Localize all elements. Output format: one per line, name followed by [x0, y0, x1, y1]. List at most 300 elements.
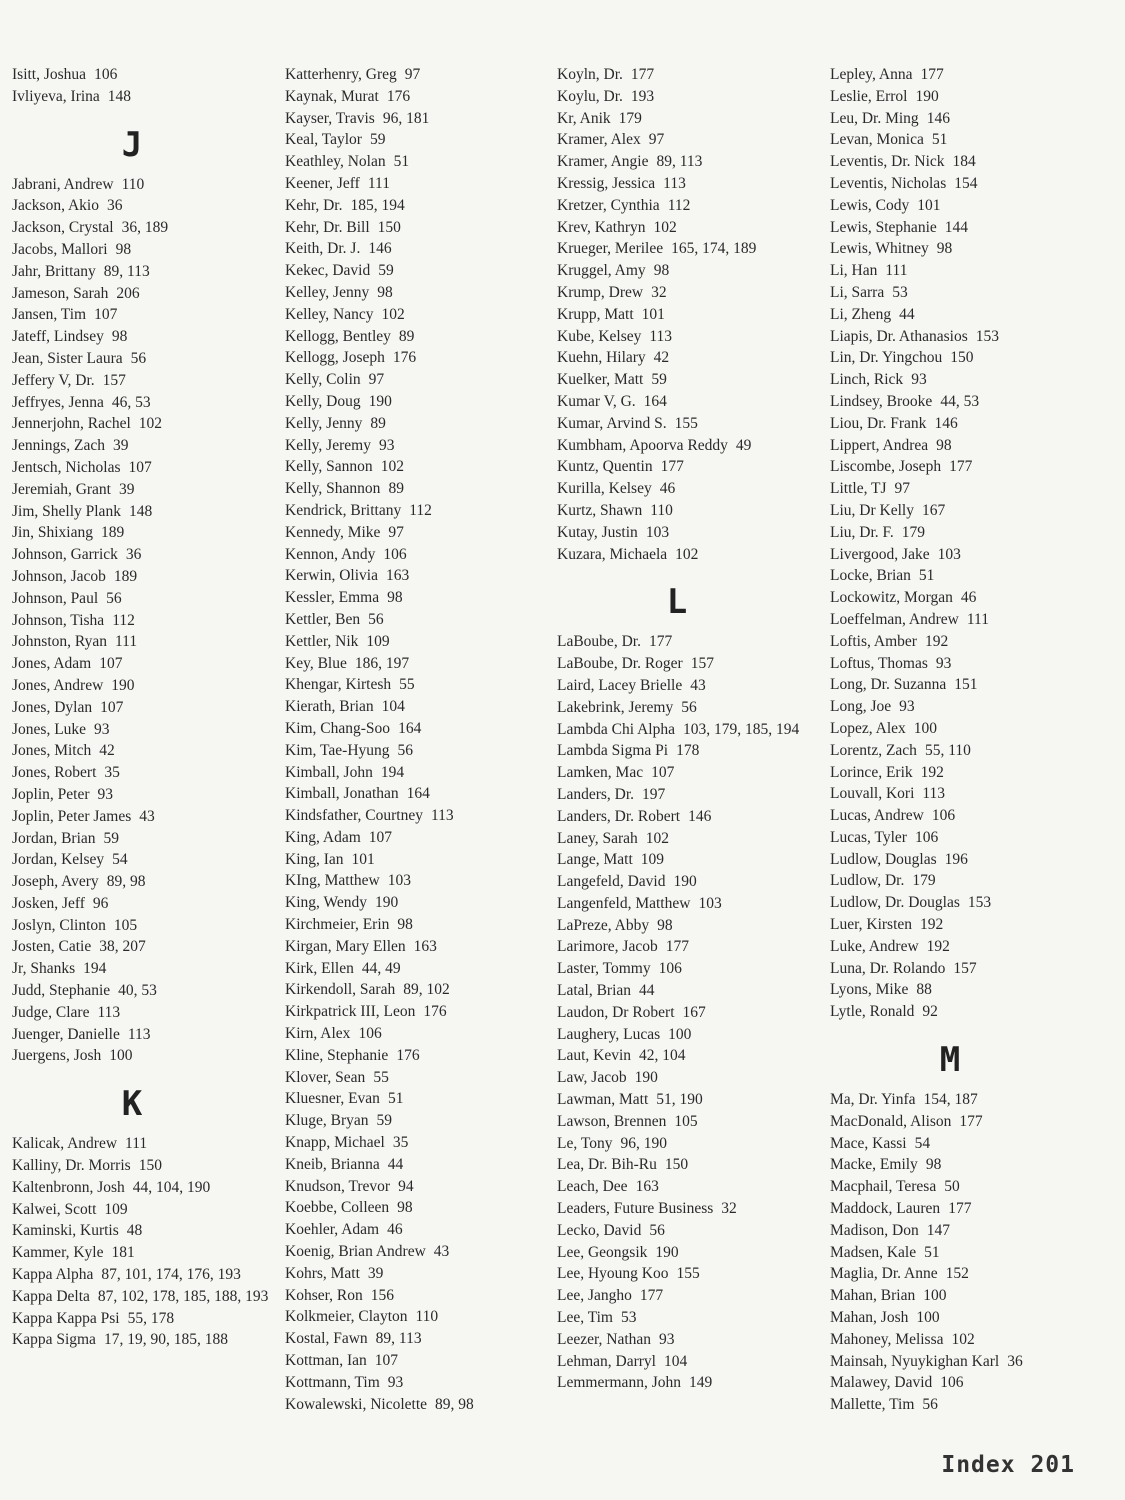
- entry-name: Koebbe, Colleen: [285, 1199, 390, 1217]
- entry-name: Liapis, Dr. Athanasios: [830, 327, 968, 345]
- entry-pages: 150: [138, 1157, 162, 1175]
- entry-name: Kelly, Sannon: [285, 458, 373, 476]
- index-entry: [12, 588, 274, 610]
- footer-section-label: Index: [941, 1452, 1016, 1478]
- index-entry: [830, 827, 1092, 849]
- entry-pages: 89, 113: [375, 1330, 422, 1348]
- section-letter-k: K: [121, 1084, 143, 1125]
- entry-pages: 106: [940, 1374, 964, 1392]
- entry-pages: 44: [639, 982, 655, 1000]
- entry-name: Jateff, Lindsey: [12, 328, 104, 346]
- entry-pages: 196: [944, 850, 968, 868]
- index-entry: [285, 391, 547, 413]
- entry-pages: 51: [931, 131, 948, 149]
- index-entry: [12, 915, 274, 937]
- index-entry: [285, 151, 547, 173]
- entry-pages: 177: [639, 1287, 664, 1305]
- entry-name: Kappa Alpha: [12, 1266, 94, 1284]
- entry-pages: 109: [104, 1200, 128, 1218]
- entry-pages: 96, 190: [620, 1134, 667, 1152]
- index-entry: [12, 64, 274, 86]
- index-entry: [12, 283, 274, 305]
- index-entry: [285, 653, 547, 675]
- entry-pages: 98: [925, 1156, 942, 1174]
- index-entry: [557, 217, 819, 239]
- entry-name: Lopez, Alex: [830, 719, 906, 737]
- index-entry: [285, 1285, 547, 1307]
- index-entry: [557, 1111, 819, 1133]
- index-entry: [557, 129, 819, 151]
- entry-pages: 56: [397, 741, 414, 759]
- index-entry: [830, 1307, 1092, 1329]
- entry-name: Kimball, John: [285, 763, 373, 781]
- index-entry: [12, 566, 274, 588]
- index-entry: [557, 631, 819, 653]
- entry-pages: 146: [688, 807, 712, 825]
- index-entry: [557, 391, 819, 413]
- entry-name: Liu, Dr. F.: [830, 523, 894, 541]
- entry-pages: 153: [975, 327, 1000, 345]
- entry-pages: 163: [413, 937, 437, 955]
- entry-pages: 157: [102, 371, 126, 389]
- entry-name: Kim, Chang-Soo: [285, 719, 391, 737]
- index-entry: [830, 173, 1092, 195]
- entry-name: Kuelker, Matt: [557, 371, 644, 389]
- index-entry: [830, 979, 1092, 1001]
- index-entry: [557, 544, 819, 566]
- entry-pages: 112: [409, 501, 432, 519]
- entry-pages: 103: [387, 872, 411, 890]
- entry-name: Le, Tony: [557, 1134, 613, 1152]
- entry-pages: 93: [94, 720, 110, 738]
- entry-name: Kretzer, Cynthia: [557, 196, 660, 214]
- index-entry: [285, 1219, 547, 1241]
- index-entry: [12, 239, 274, 261]
- entry-pages: 197: [642, 785, 666, 803]
- index-entry: [557, 1307, 819, 1329]
- entry-pages: 105: [674, 1112, 698, 1130]
- entry-pages: 107: [94, 306, 118, 324]
- entry-pages: 59: [651, 371, 667, 389]
- entry-name: Kennon, Andy: [285, 545, 376, 563]
- index-entry: [285, 282, 547, 304]
- index-entry: [285, 1067, 547, 1089]
- entry-pages: 106: [931, 807, 956, 825]
- entry-pages: 46: [659, 480, 676, 498]
- entry-name: Kramer, Angie: [557, 153, 649, 171]
- index-entry: [557, 1263, 819, 1285]
- entry-pages: 189: [113, 567, 138, 585]
- entry-pages: 150: [664, 1156, 689, 1174]
- entry-name: Jones, Luke: [12, 720, 87, 738]
- entry-pages: 39: [112, 437, 129, 455]
- entry-name: Kowalewski, Nicolette: [285, 1395, 428, 1413]
- entry-name: Kelly, Colin: [285, 371, 361, 389]
- entry-pages: 186, 197: [354, 654, 410, 672]
- entry-name: Kohser, Ron: [285, 1286, 363, 1304]
- entry-name: Jackson, Akio: [12, 197, 99, 215]
- entry-pages: 177: [920, 66, 944, 83]
- index-entry: [12, 1002, 274, 1024]
- entry-pages: 98: [657, 916, 673, 934]
- index-entry: [285, 326, 547, 348]
- entry-name: Kellogg, Joseph: [285, 349, 385, 367]
- index-entry: [557, 478, 819, 500]
- entry-pages: 55: [399, 676, 415, 694]
- entry-pages: 56: [106, 589, 122, 607]
- entry-name: Kressig, Jessica: [557, 174, 656, 192]
- index-entry: [12, 1264, 274, 1286]
- entry-pages: 38, 207: [99, 938, 146, 956]
- index-entry: [285, 762, 547, 784]
- index-entry: [557, 675, 819, 697]
- entry-pages: 177: [630, 66, 655, 83]
- entry-name: Ludlow, Dr. Douglas: [830, 894, 960, 912]
- entry-pages: 102: [645, 829, 670, 847]
- entry-name: Kettler, Ben: [285, 610, 361, 628]
- index-entry: [830, 391, 1092, 413]
- entry-pages: 103, 179, 185, 194: [682, 720, 800, 738]
- index-column-4: [830, 64, 1092, 1416]
- entry-pages: 192: [926, 937, 950, 955]
- index-entry: [12, 195, 274, 217]
- entry-pages: 101: [641, 305, 665, 323]
- entry-name: Kim, Tae-Hyung: [285, 741, 390, 759]
- entry-pages: 165, 174, 189: [671, 240, 757, 258]
- index-entry: [285, 1154, 547, 1176]
- entry-name: Lee, Jangho: [557, 1287, 632, 1305]
- index-entry: [830, 1263, 1092, 1285]
- entry-name: Li, Sarra: [830, 283, 885, 301]
- entry-pages: 163: [385, 567, 410, 585]
- entry-pages: 36, 189: [121, 219, 169, 237]
- index-entry: [830, 1089, 1092, 1111]
- entry-pages: 179: [912, 872, 936, 890]
- entry-name: Johnson, Jacob: [12, 567, 106, 585]
- entry-name: Locke, Brian: [830, 567, 911, 585]
- entry-name: Mace, Kassi: [830, 1134, 907, 1152]
- entry-pages: 184: [952, 153, 976, 171]
- entry-pages: 146: [926, 109, 950, 127]
- index-entry: [12, 784, 274, 806]
- entry-name: Kirgan, Mary Ellen: [285, 937, 406, 955]
- index-entry: [557, 500, 819, 522]
- entry-name: Joplin, Peter James: [12, 807, 132, 825]
- index-entry: [830, 544, 1092, 566]
- entry-pages: 89, 102: [403, 981, 450, 999]
- index-entry: [830, 1198, 1092, 1220]
- entry-pages: 156: [370, 1286, 394, 1304]
- index-entry: [830, 1154, 1092, 1176]
- index-entry: [12, 980, 274, 1002]
- entry-pages: 101: [351, 850, 375, 868]
- entry-pages: 104: [381, 698, 405, 716]
- entry-pages: 87, 101, 174, 176, 193: [101, 1266, 241, 1284]
- entry-pages: 98: [387, 589, 403, 607]
- entry-name: Joseph, Avery: [12, 873, 99, 891]
- entry-name: Kirchmeier, Erin: [285, 916, 390, 934]
- index-entry: [557, 828, 819, 850]
- index-entry: [557, 1351, 819, 1373]
- section-letter-j: J: [121, 124, 143, 165]
- entry-name: Kappa Kappa Psi: [12, 1309, 120, 1327]
- index-entry: [285, 413, 547, 435]
- index-entry: [830, 1394, 1092, 1416]
- entry-name: Leaders, Future Business: [557, 1200, 714, 1218]
- index-entry: [285, 369, 547, 391]
- entry-name: Mahoney, Melissa: [830, 1330, 944, 1348]
- index-entry: [830, 696, 1092, 718]
- entry-name: Kayser, Travis: [285, 109, 375, 127]
- index-entry: [12, 370, 274, 392]
- entry-name: Keener, Jeff: [285, 174, 360, 192]
- entry-name: Kehr, Dr.: [285, 196, 343, 214]
- entry-pages: 112: [112, 611, 135, 629]
- index-entry: [12, 893, 274, 915]
- index-entry: [285, 1372, 547, 1394]
- index-entry: [557, 849, 819, 871]
- entry-pages: 144: [944, 218, 969, 236]
- index-entry: [557, 435, 819, 457]
- entry-name: Knudson, Trevor: [285, 1177, 391, 1195]
- entry-name: Kimball, Jonathan: [285, 785, 399, 803]
- index-entry: [830, 1176, 1092, 1198]
- index-entry: [557, 806, 819, 828]
- entry-name: LaBoube, Dr. Roger: [557, 655, 683, 673]
- index-entry: [285, 805, 547, 827]
- entry-name: Loeffelman, Andrew: [830, 610, 959, 628]
- index-entry: [557, 64, 819, 86]
- entry-pages: 93: [97, 785, 113, 803]
- entry-name: Kelley, Jenny: [285, 283, 370, 301]
- index-entry: [557, 522, 819, 544]
- entry-name: Kohrs, Matt: [285, 1264, 360, 1282]
- index-entry: [12, 413, 274, 435]
- index-entry: [285, 958, 547, 980]
- entry-pages: 102: [380, 458, 404, 476]
- entry-name: Khengar, Kirtesh: [285, 676, 392, 694]
- entry-name: Key, Blue: [285, 654, 347, 672]
- entry-pages: 102: [675, 545, 699, 563]
- entry-name: Kuntz, Quentin: [557, 458, 653, 476]
- entry-name: Ma, Dr. Yinfa: [830, 1091, 916, 1109]
- index-entry: [12, 457, 274, 479]
- index-entry: [557, 1198, 819, 1220]
- entry-name: Lee, Geongsik: [557, 1243, 648, 1261]
- index-entry: [285, 1263, 547, 1285]
- entry-pages: 44, 53: [940, 392, 980, 410]
- entry-pages: 148: [128, 502, 153, 520]
- index-entry: [830, 195, 1092, 217]
- index-entry: [12, 828, 274, 850]
- entry-name: Li, Han: [830, 262, 878, 280]
- index-entry: [557, 1176, 819, 1198]
- entry-name: Little, TJ: [830, 480, 887, 498]
- entry-pages: 44: [899, 305, 915, 323]
- index-column-1: [12, 64, 274, 1351]
- index-entry: [557, 1024, 819, 1046]
- index-entry: [557, 347, 819, 369]
- entry-pages: 163: [635, 1178, 659, 1196]
- entry-name: Joslyn, Clinton: [12, 916, 106, 934]
- entry-name: King, Adam: [285, 828, 361, 846]
- entry-pages: 46: [387, 1221, 403, 1239]
- index-entry: [557, 1154, 819, 1176]
- entry-pages: 151: [954, 676, 978, 694]
- entry-pages: 56: [649, 1221, 665, 1239]
- entry-pages: 93: [378, 436, 395, 454]
- index-entry: [285, 108, 547, 130]
- entry-pages: 53: [620, 1309, 637, 1327]
- entry-name: Leslie, Errol: [830, 87, 908, 105]
- index-entry: [12, 631, 274, 653]
- entry-pages: 93: [911, 371, 927, 389]
- entry-name: Kurtz, Shawn: [557, 501, 643, 519]
- index-entry: [557, 936, 819, 958]
- entry-pages: 44, 104, 190: [132, 1178, 211, 1196]
- entry-name: Klover, Sean: [285, 1068, 366, 1086]
- entry-pages: 93: [659, 1330, 675, 1348]
- index-entry: [285, 1045, 547, 1067]
- entry-name: Laughery, Lucas: [557, 1025, 661, 1043]
- index-entry: [285, 783, 547, 805]
- entry-name: Kekec, David: [285, 262, 371, 280]
- index-entry: [285, 674, 547, 696]
- entry-name: Kurilla, Kelsey: [557, 480, 652, 498]
- index-entry: [285, 1350, 547, 1372]
- index-entry: [12, 217, 274, 239]
- index-entry: [285, 195, 547, 217]
- index-entry: [830, 456, 1092, 478]
- entry-name: Jacobs, Mallori: [12, 240, 108, 258]
- entry-pages: 106: [358, 1025, 382, 1043]
- entry-pages: 185, 194: [350, 196, 405, 214]
- entry-pages: 113: [127, 1025, 151, 1043]
- entry-pages: 93: [935, 654, 952, 672]
- entry-pages: 107: [99, 655, 123, 673]
- index-entry: [285, 740, 547, 762]
- index-entry: [12, 719, 274, 741]
- entry-name: Leezer, Nathan: [557, 1330, 652, 1348]
- entry-name: Kalwei, Scott: [12, 1200, 97, 1218]
- entry-pages: 93: [899, 698, 915, 716]
- index-entry: [830, 1372, 1092, 1394]
- entry-pages: 100: [923, 1287, 947, 1305]
- entry-name: Lucas, Tyler: [830, 828, 907, 846]
- entry-name: Louvall, Kori: [830, 785, 915, 803]
- entry-pages: 49: [735, 436, 752, 454]
- entry-name: Macke, Emily: [830, 1156, 918, 1174]
- entry-pages: 55, 110: [924, 741, 971, 759]
- index-entry: [557, 260, 819, 282]
- index-entry: [285, 1132, 547, 1154]
- entry-pages: 98: [936, 240, 953, 258]
- entry-pages: 103: [937, 545, 961, 563]
- entry-pages: 35: [392, 1134, 409, 1152]
- index-entry: [12, 261, 274, 283]
- index-entry: [830, 500, 1092, 522]
- entry-name: Kaminski, Kurtis: [12, 1222, 119, 1240]
- entry-name: Kottmann, Tim: [285, 1373, 380, 1391]
- entry-pages: 87, 102, 178, 185, 188, 193: [97, 1287, 269, 1305]
- entry-name: Kostal, Fawn: [285, 1330, 368, 1348]
- entry-name: Kehr, Dr. Bill: [285, 218, 370, 236]
- entry-name: Judge, Clare: [12, 1003, 90, 1021]
- entry-name: Jennings, Zach: [12, 437, 105, 455]
- index-entry: [830, 64, 1092, 86]
- entry-name: LaPreze, Abby: [557, 916, 650, 934]
- entry-name: Koehler, Adam: [285, 1221, 380, 1239]
- entry-name: Josken, Jeff: [12, 894, 85, 912]
- entry-pages: 100: [668, 1025, 692, 1043]
- index-entry: [830, 936, 1092, 958]
- entry-name: Kelly, Shannon: [285, 480, 381, 498]
- entry-name: Lorentz, Zach: [830, 741, 917, 759]
- index-entry: [557, 697, 819, 719]
- entry-name: Kaynak, Murat: [285, 87, 379, 105]
- index-entry: [12, 1286, 274, 1308]
- entry-pages: 190: [673, 873, 697, 891]
- index-entry: [12, 871, 274, 893]
- entry-pages: 50: [944, 1178, 960, 1196]
- entry-name: Kendrick, Brittany: [285, 501, 402, 519]
- entry-pages: 89, 98: [106, 873, 146, 891]
- entry-pages: 113: [97, 1003, 121, 1021]
- entry-name: Laird, Lacey Brielle: [557, 676, 683, 694]
- index-entry: [830, 108, 1092, 130]
- entry-name: Jennerjohn, Rachel: [12, 415, 131, 433]
- entry-name: Lehman, Darryl: [557, 1352, 656, 1370]
- entry-name: Langefeld, David: [557, 873, 666, 891]
- index-entry: [830, 1220, 1092, 1242]
- entry-name: Loftus, Thomas: [830, 654, 928, 672]
- entry-pages: 98: [115, 240, 132, 258]
- index-entry: [830, 413, 1092, 435]
- index-entry: [557, 980, 819, 1002]
- index-entry: [12, 348, 274, 370]
- entry-name: Krump, Drew: [557, 283, 644, 301]
- entry-pages: 88: [916, 981, 932, 999]
- entry-name: Laudon, Dr Robert: [557, 1003, 675, 1021]
- entry-name: Kottman, Ian: [285, 1352, 367, 1370]
- index-entry: [285, 1394, 547, 1416]
- entry-name: Li, Zheng: [830, 305, 892, 323]
- entry-pages: 113: [663, 174, 686, 192]
- index-entry: [12, 653, 274, 675]
- index-entry: [830, 718, 1092, 740]
- entry-name: Law, Jacob: [557, 1069, 627, 1087]
- index-entry: [12, 1024, 274, 1046]
- entry-name: Katterhenry, Greg: [285, 66, 397, 83]
- entry-pages: 40, 53: [118, 982, 157, 1000]
- entry-name: Kelley, Nancy: [285, 305, 374, 323]
- index-entry: [557, 1067, 819, 1089]
- index-entry: [830, 1001, 1092, 1023]
- entry-pages: 101: [917, 196, 941, 214]
- index-entry: [557, 1133, 819, 1155]
- entry-pages: 190: [375, 894, 399, 912]
- index-entry: [557, 151, 819, 173]
- entry-pages: 109: [366, 632, 390, 650]
- entry-pages: 106: [383, 545, 407, 563]
- index-entry: [830, 326, 1092, 348]
- entry-pages: 103: [645, 523, 670, 541]
- entry-name: Jackson, Crystal: [12, 219, 114, 237]
- index-entry: [285, 64, 547, 86]
- entry-pages: 110: [121, 175, 145, 193]
- index-entry: [12, 304, 274, 326]
- entry-pages: 56: [130, 349, 147, 367]
